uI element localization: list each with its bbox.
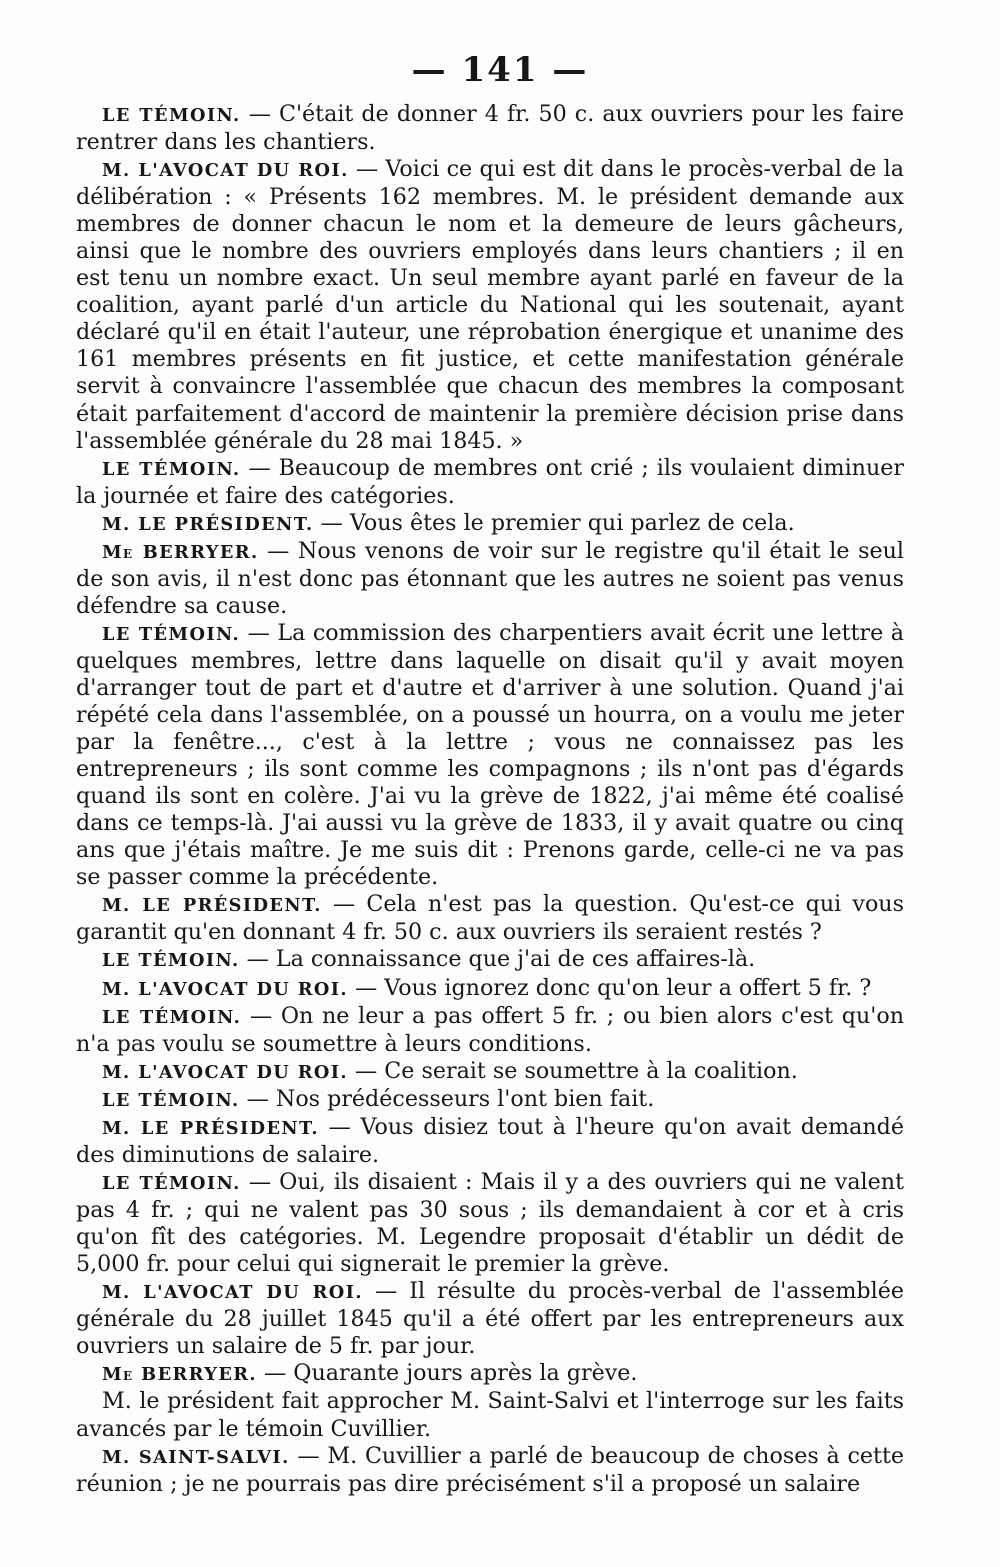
speaker-label: LE TÉMOIN. [102,1089,240,1111]
paragraph [76,1360,904,1388]
paragraph-text: — M. Cuvillier a parlé de beaucoup de choses à cette réunion ; je ne pourrais pas dire précisément s'il a proposé un salaire [76,1443,904,1498]
speaker-label: LE TÉMOIN. [102,623,241,645]
paragraph [76,156,904,455]
speaker-label: LE TÉMOIN. [102,458,241,480]
text-body [76,101,904,1498]
paragraph-text: — Voici ce qui est dit dans le procès-verbal de la délibération : « Présents 162 membres. M. le président demande aux membres de donner chacun le nom et la demeure de leurs gâcheurs, ainsi que le nombre des ouvriers employés dans leurs chantiers ; il en est tenu un nombre exact. Un seul membre ayant parlé en faveur de la coalition, ayant parlé d'un article du National qui les soutenait, ayant déclaré qu'il en était l'auteur, une réprobation énergique et unanime des 161 membres présents en fit justice, et cette manifestation générale servit à convaincre l'assemblée que chacun des membres la composant était parfaitement d'accord de maintenir la première décision prise dans l'assemblée générale du 28 mai 1845. » [76,156,904,454]
paragraph-text: — On ne leur a pas offert 5 fr. ; ou bien alors c'est qu'on n'a pas voulu se soumettre à leurs conditions. [76,1002,905,1057]
paragraph [76,620,904,891]
speaker-label: M. L'AVOCAT DU ROI. [102,160,349,182]
speaker-label: LE TÉMOIN. [102,1006,242,1028]
paragraph [76,1086,904,1114]
paragraph-text: — Nous venons de voir sur le registre qu'il était le seul de son avis, il n'est donc pas étonnant que les autres ne soient pas venus défendre sa cause. [76,537,904,619]
paragraph [76,1169,904,1278]
paragraph-text: — Cela n'est pas la question. Qu'est-ce qui vous garantit qu'en donnant 4 fr. 50 c. aux ouvriers ils seraient restés ? [76,891,904,946]
speaker-label: M. L'AVOCAT DU ROI. [102,978,348,1000]
speaker-label: M. LE PRÉSIDENT. [102,513,314,535]
paragraph [76,1443,904,1498]
paragraph-text: M. le président fait approcher M. Saint-Salvi et l'interroge sur les faits avancés par le témoin Cuvillier. [76,1388,904,1443]
paragraph-text: — Ce serait se soumettre à la coalition. [348,1057,798,1084]
speaker-label: M. L'AVOCAT DU ROI. [102,1282,363,1304]
paragraph-text: — Vous ignorez donc qu'on leur a offert 5 fr. ? [348,974,872,1001]
paragraph [76,891,904,946]
speaker-label: M. L'AVOCAT DU ROI. [102,1061,348,1083]
paragraph-text: — Vous disiez tout à l'heure qu'on avait demandé des diminutions de salaire. [76,1113,904,1168]
paragraph-text: — Beaucoup de membres ont crié ; ils voulaient diminuer la journée et faire des catégories. [76,454,905,509]
paragraph [76,1058,904,1086]
paragraph [76,1114,904,1169]
paragraph [76,946,904,974]
paragraph-text: — Quarante jours après la grève. [257,1360,638,1387]
paragraph-text: — Vous êtes le premier qui parlez de cela. [313,509,795,536]
speaker-label: Me BERRYER. [102,1364,257,1386]
paragraph [76,1278,904,1360]
paragraph-text: — Oui, ils disaient : Mais il y a des ouvriers qui ne valent pas 4 fr. ; qui ne valent pas 30 sous ; ils demandaient à cor et à cris qu'on fît des catégories. M. Legendre proposait d'établir un dédit de 5,000 fr. pour celui qui signerait le premier la grève. [76,1168,904,1277]
paragraph [76,975,904,1003]
speaker-label: M. LE PRÉSIDENT. [102,1117,319,1139]
speaker-label: LE TÉMOIN. [102,950,240,972]
paragraph [76,101,904,156]
paragraph-text: — Nos prédécesseurs l'ont bien fait. [239,1085,655,1112]
paragraph-text: — Il résulte du procès-verbal de l'assemblée générale du 28 juillet 1845 qu'il a été offert par les entrepreneurs aux ouvriers un salaire de 5 fr. par jour. [76,1278,904,1360]
speaker-label: LE TÉMOIN. [102,1172,241,1194]
speaker-label: M. LE PRÉSIDENT. [102,895,322,917]
paragraph [76,455,904,510]
paragraph [76,510,904,538]
page-number: — 141 — [411,50,589,90]
paragraph-text: — La connaissance que j'ai de ces affaires-là. [239,946,756,973]
speaker-label: Me BERRYER. [102,541,259,563]
paragraph [76,538,904,620]
paragraph-text: — La commission des charpentiers avait écrit une lettre à quelques membres, lettre dans laquelle on disait qu'il y avait moyen d'arranger tout de part et d'autre et d'arriver à une solution. Quand j'ai répété cela dans l'assemblée, on a poussé un hourra, on a voulu me jeter par la fenêtre..., c'est à la lettre ; vous ne connaissez pas les entrepreneurs ; ils sont comme les compagnons ; ils n'ont pas d'égards quand ils sont en colère. J'ai vu la grève de 1822, j'ai même été coalisé dans ce temps-là. J'ai aussi vu la grève de 1833, il y avait quatre ou cinq ans que j'étais maître. Je me suis dit : Prenons garde, celle-ci ne va pas se passer comme la précédente. [76,619,905,891]
paragraph [76,1388,904,1443]
paragraph [76,1003,904,1058]
speaker-label: M. SAINT-SALVI. [102,1447,290,1469]
paragraph-text: — C'était de donner 4 fr. 50 c. aux ouvriers pour les faire rentrer dans les chantiers. [76,101,905,156]
speaker-label: LE TÉMOIN. [102,105,241,126]
